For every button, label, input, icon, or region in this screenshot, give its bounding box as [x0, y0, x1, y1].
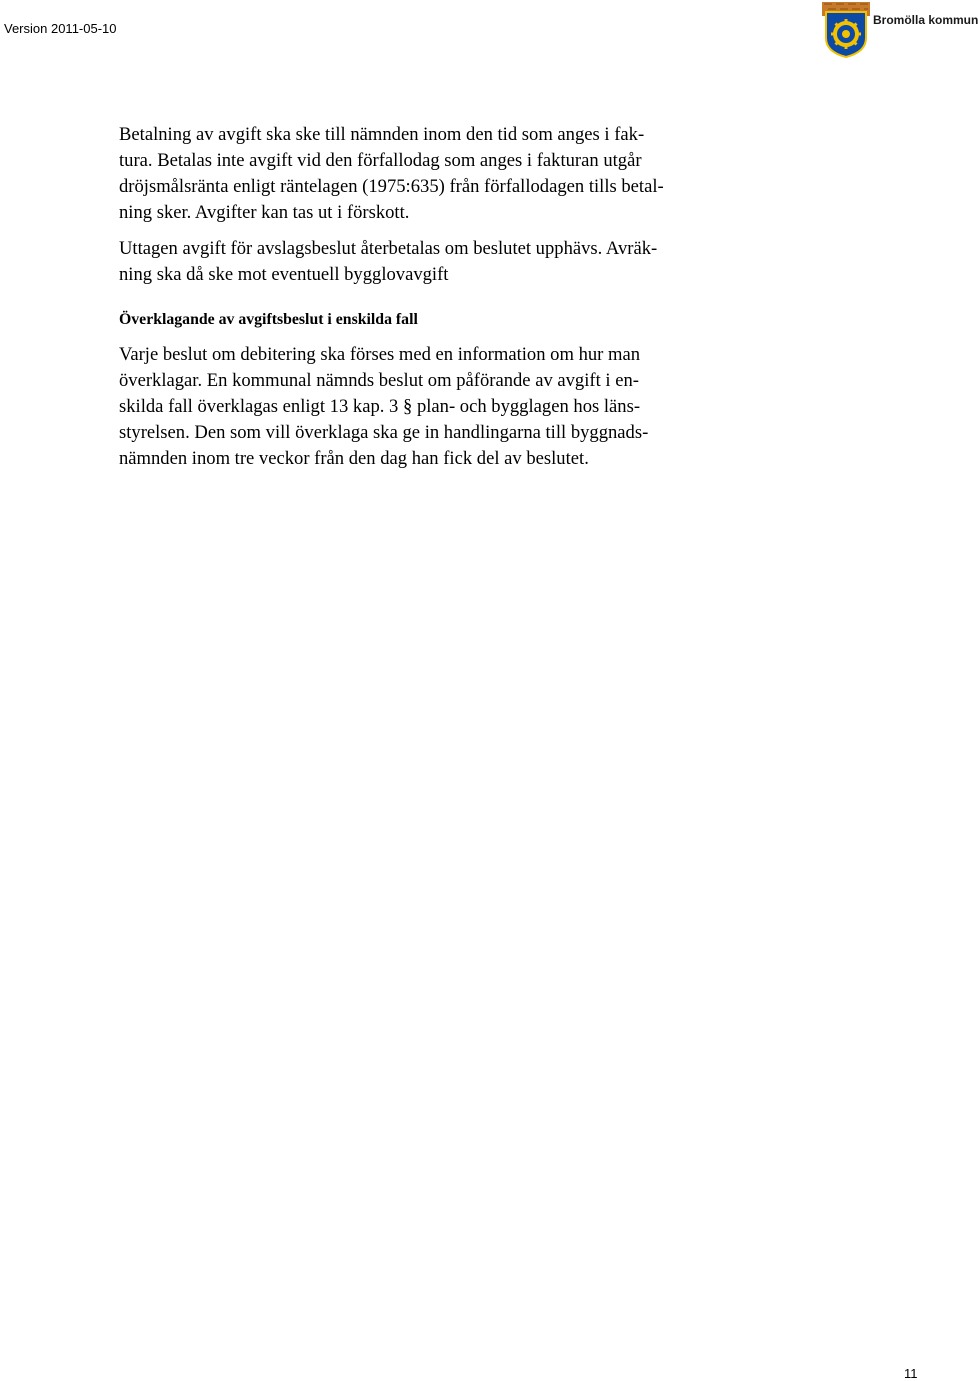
paragraph-refund [119, 236, 739, 288]
page-number: 11 [904, 1366, 918, 1381]
section-heading: Överklagande av avgiftsbeslut i enskilda fall [119, 311, 418, 328]
paragraph-payment [119, 122, 739, 226]
text-line: överklagar. En kommunal nämnds beslut om påförande av avgift i en- [119, 370, 639, 391]
bromolla-kommun-logo [822, 2, 978, 58]
logo-text: Bromölla kommun [873, 13, 978, 27]
text-line: Betalning av avgift ska ske till nämnden inom den tid som anges i fak- [119, 124, 645, 145]
text-line: Varje beslut om debitering ska förses med en information om hur man [119, 344, 641, 365]
paragraph-appeal [119, 342, 739, 472]
text-line: styrelsen. Den som vill överklaga ska ge in handlingarna till byggnads- [119, 422, 649, 443]
text-line: tura. Betalas inte avgift vid den förfallodag som anges i fakturan utgår [119, 150, 642, 171]
text-line: ning sker. Avgifter kan tas ut i förskott. [119, 202, 410, 223]
text-line: dröjsmålsränta enligt räntelagen (1975:635) från förfallodagen tills betal- [119, 176, 664, 197]
text-line: nämnden inom tre veckor från den dag han fick del av beslutet. [119, 448, 589, 469]
text-line: ning ska då ske mot eventuell bygglovavgift [119, 264, 449, 285]
text-line: Uttagen avgift för avslagsbeslut återbetalas om beslutet upphävs. Avräk- [119, 238, 658, 259]
document-body [119, 122, 739, 472]
coat-of-arms-icon [822, 2, 870, 58]
text-line: skilda fall överklagas enligt 13 kap. 3 § plan- och bygglagen hos läns- [119, 396, 641, 417]
document-version: Version 2011-05-10 [4, 21, 117, 36]
